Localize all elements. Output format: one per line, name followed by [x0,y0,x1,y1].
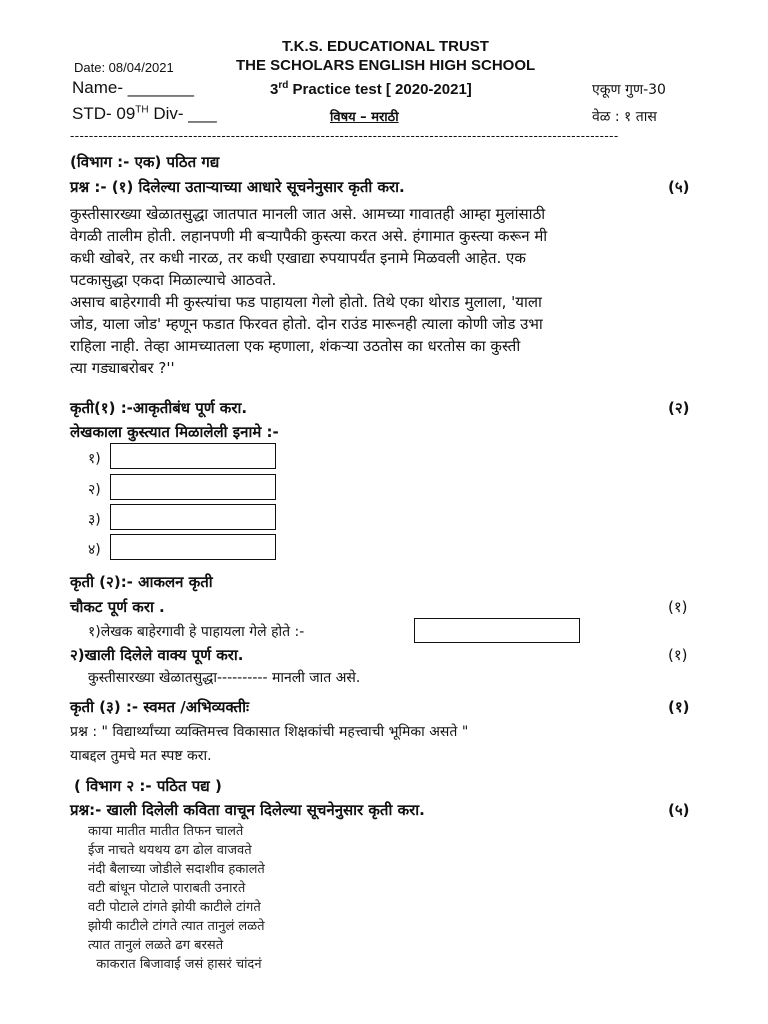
divider-line: -------------------------------------------------------------------------------------------------------------------- [70,128,619,143]
name-field-label: Name- _______ [72,78,194,97]
subject-label: विषय – मराठी [330,110,399,125]
trust-name: T.K.S. EDUCATIONAL TRUST [282,38,489,55]
section1-question-marks: (५) [668,178,690,196]
answer-item-label: २) [88,482,101,498]
passage-line: असाच बाहेरगावी मी कुस्त्यांचा फड पाहायला गेलो होतो. तिथे एका थोराड मुलाला, 'याला [70,293,542,311]
task2-sub-b: २)खाली दिलेले वाक्य पूर्ण करा. [70,646,244,664]
answer-item-label: १) [88,451,101,467]
section1-title: (विभाग :- एक) पठित गद्य [70,153,220,171]
task2-sub-b-marks: (१) [668,646,688,664]
poem-line: नंदी बैलाच्या जोडीले सदाशीव हकालते [88,862,265,877]
passage-line: पटकासुद्धा एकदा मिळाल्याचे आठवते. [70,271,277,289]
section2-question: प्रश्न:- खाली दिलेली कविता वाचून दिलेल्या सूचनेनुसार कृती करा. [70,801,425,819]
school-name: THE SCHOLARS ENGLISH HIGH SCHOOL [236,57,536,74]
answer-item-label: ४) [88,542,101,558]
task2-question-2: कुस्तीसारख्या खेळातसुद्धा---------- मानली जात असे. [88,670,361,686]
passage-line: राहिला नाही. तेव्हा आमच्यातला एक म्हणाला, शंकऱ्या उठतोस का धरतोस का कुस्ती [70,337,521,355]
div-label: Div- ___ [148,104,217,123]
std-suffix: TH [135,104,149,116]
answer-box-3[interactable] [110,504,276,530]
poem-line: वटी बांधून पोटाले पाराबती उनारते [88,881,246,896]
task3-title: कृती (३) :- स्वमत /अभिव्यक्तीः [70,698,249,716]
task1-subtitle: लेखकाला कुस्त्यात मिळालेली इनामे :- [70,423,279,441]
section2-question-marks: (५) [668,801,690,819]
task3-marks: (१) [668,698,690,716]
answer-item-label: ३) [88,512,101,528]
section2-title: ( विभाग २ :- पठित पद्य ) [74,777,222,795]
test-ordinal-suffix: rd [278,80,289,91]
task2-sub-a-marks: (१) [668,598,688,616]
task1-marks: (२) [668,399,690,417]
time-label: वेळ : १ तास [592,109,657,125]
task3-question-line: प्रश्न : " विद्यार्थ्यांच्या व्यक्तिमत्त्व विकासात शिक्षकांची महत्त्वाची भूमिका असते " [70,724,469,740]
passage-line: जोड, याला जोड' म्हणून फडात फिरवत होतो. दोन राउंड मारूनही त्याला कोणी जोड उभा [70,315,543,333]
passage-line: कुस्तीसारख्या खेळातसुद्धा जातपात मानली जात असे. आमच्या गावातही आम्हा मुलांसाठी [70,205,546,223]
poem-line: काकरात बिजावाई जसं हासरं चांदनं [88,957,262,972]
poem-line: झोयी काटीले टांगते त्यात तानुलं लळते [88,919,265,934]
passage-line: वेगळी तालीम होती. लहानपणी मी बऱ्यापैकी कुस्त्या करत असे. हंगामात कुस्त्या करून मी [70,227,548,245]
poem-line: त्यात तानुलं लळते ढग बरसते [88,938,224,953]
prose-passage [70,203,710,379]
task2-title: कृती (२):- आकलन कृती [70,573,213,591]
answer-box-2[interactable] [110,474,276,500]
std-div-label [72,104,217,124]
answer-box-place[interactable] [414,618,580,643]
task2-sub-a: चौकट पूर्ण करा . [70,598,165,616]
task1-title: कृती(१) :-आकृतीबंध पूर्ण करा. [70,399,248,417]
task3-question-line: याबद्दल तुमचे मत स्पष्ट करा. [70,748,212,764]
test-title-rest: Practice test [ 2020-2021] [288,81,472,98]
poem [88,822,265,974]
poem-line: ईज नाचते थयथय ढग ढोल वाजवते [88,843,252,858]
passage-line: कधी खोबरे, तर कधी नारळ, तर कधी एखाद्या रुपयापर्यंत इनामे मिळवली आहेत. एक [70,249,526,267]
task2-question-1: १)लेखक बाहेरगावी हे पाहायला गेले होते :- [88,624,305,640]
passage-line: त्या गड्याबरोबर ?'' [70,359,175,377]
answer-box-4[interactable] [110,534,276,560]
answer-box-1[interactable] [110,443,276,469]
date-label: Date: 08/04/2021 [74,60,174,75]
poem-line: काया मातीत मातीत तिफन चालते [88,824,244,839]
total-marks: एकूण गुण-30 [592,82,666,98]
poem-line: वटी पोटाले टांगते झोयी काटीले टांगते [88,900,261,915]
test-ordinal: 3 [270,81,279,98]
section1-question: प्रश्न :- (१) दिलेल्या उताऱ्याच्या आधारे सूचनेनुसार कृती करा. [70,178,405,196]
test-title [270,80,472,98]
std-prefix: STD- 09 [72,104,136,123]
